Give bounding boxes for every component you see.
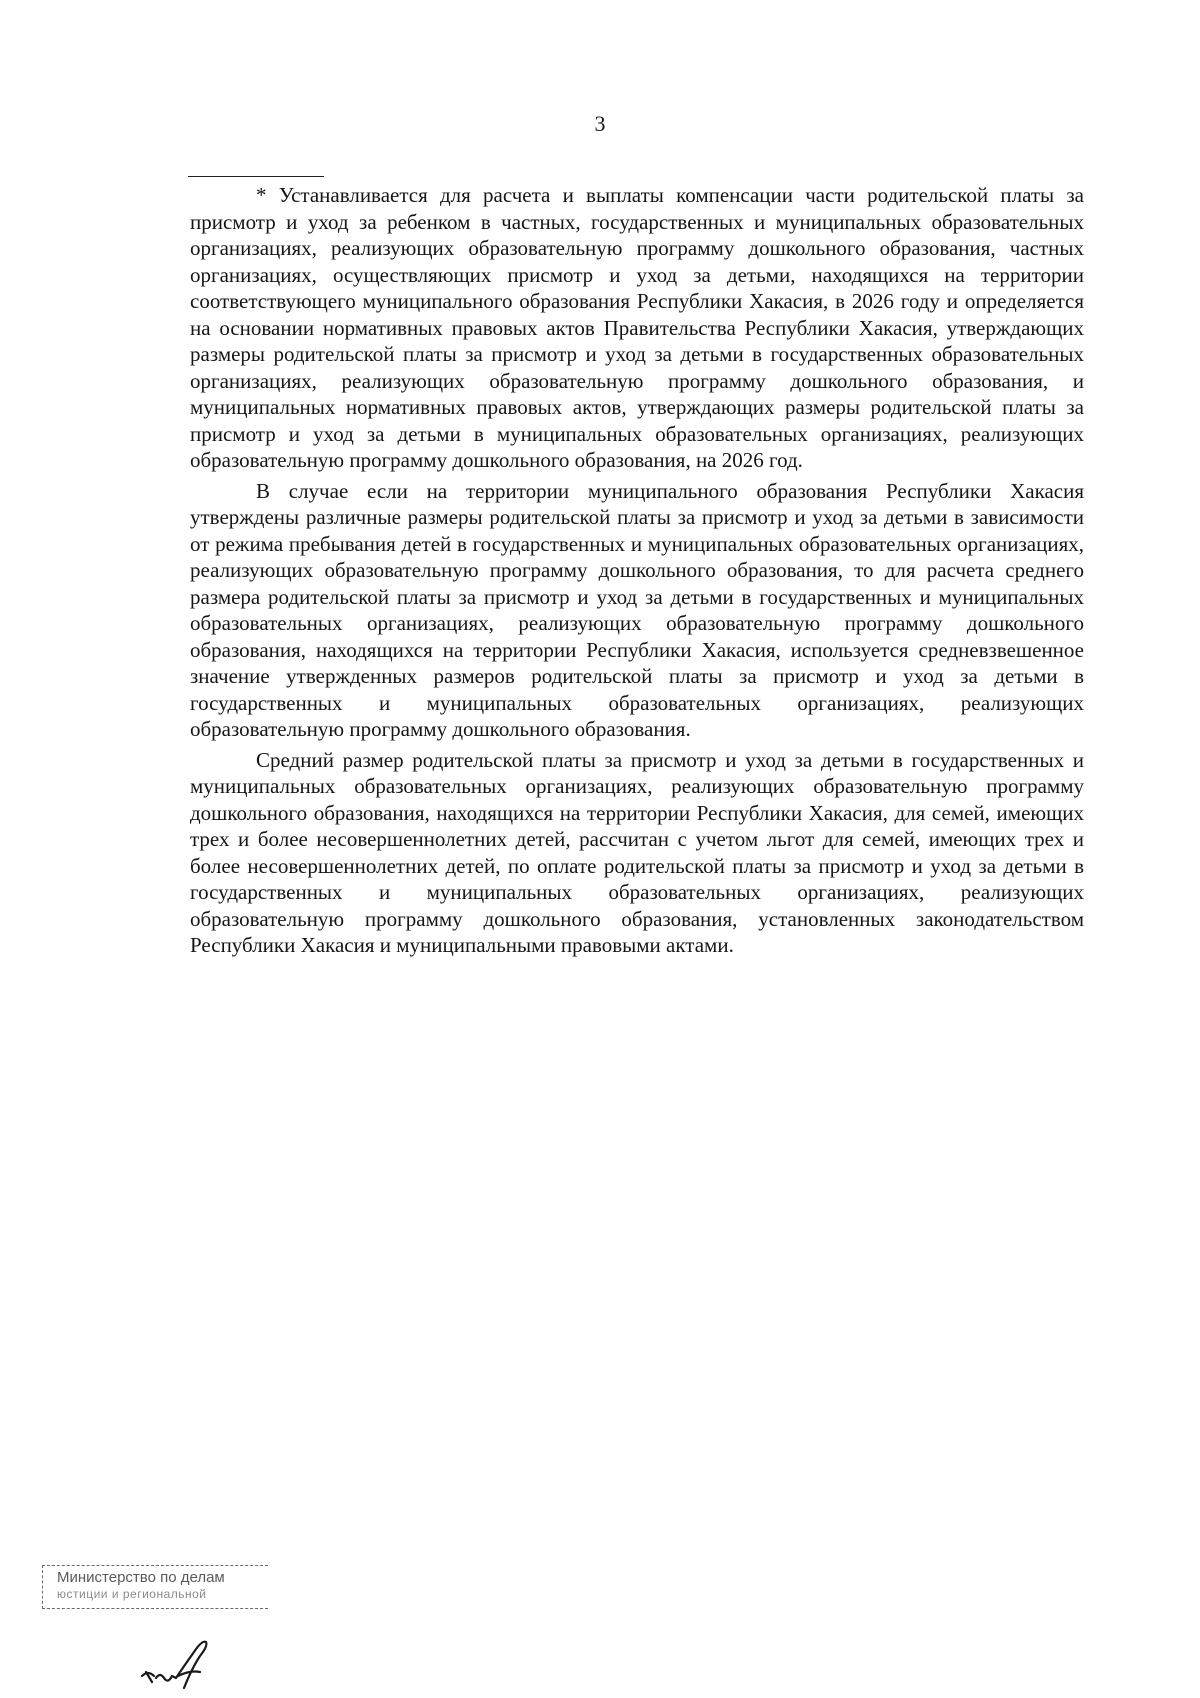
handwritten-signature [138,1632,248,1692]
page-number: 3 [594,111,606,136]
footnote-paragraph: * Устанавливается для расчета и выплаты компенсации части родительской платы за присмотр и уход за ребенком в частных, государственных и муниципальных образовательных организациях, реализующих образовательную программу дошкольного образования, частных организациях, осуществляющих присмотр и уход за детьми, находящихся на территории соответствующего муниципального образования Республики Хакасия, в 2026 году и определяется на основании нормативных правовых актов Правительства Республики Хакасия, утверждающих размеры родительской платы за присмотр и уход за детьми в государственных образовательных организациях, реализующих образовательную программу дошкольного образования, и муниципальных нормативных правовых актов, утверждающих размеры родительской платы за присмотр и уход за детьми в муниципальных образовательных организациях, реализующих образовательную программу дошкольного образования, на 2026 год. [190,183,1084,472]
stamp-line-2: юстиции и региональной [57,1587,207,1601]
document-body [190,182,1084,963]
large-families-paragraph: Средний размер родительской платы за присмотр и уход за детьми в государственных и муниципальных образовательных организациях, реализующих образовательную программу дошкольного образования, находящихся на территории Республики Хакасия, для семей, имеющих трех и более несовершеннолетних детей, рассчитан с учетом льгот для семей, имеющих трех и более несовершеннолетних детей, по оплате родительской платы за присмотр и уход за детьми в государственных и муниципальных образовательных организациях, реализующих образовательную программу дошкольного образования, установленных законодательством Республики Хакасия и муниципальными правовыми актами. [190,747,1084,957]
footnote-separator [188,176,324,177]
ministry-stamp [42,1565,268,1609]
weighted-average-paragraph: В случае если на территории муниципального образования Республики Хакасия утверждены различные размеры родительской платы за присмотр и уход за детьми в зависимости от режима пребывания детей в государственных и муниципальных образовательных организациях, реализующих образовательную программу дошкольного образования, то для расчета среднего размера родительской платы за присмотр и уход за детьми в государственных и муниципальных образовательных организациях, реализующих образовательную программу дошкольного образования, находящихся на территории Республики Хакасия, используется средневзвешенное значение утвержденных размеров родительской платы за присмотр и уход за детьми в государственных и муниципальных образовательных организациях, реализующих образовательную программу дошкольного образования. [190,478,1084,741]
stamp-line-1: Министерство по делам [57,1569,225,1586]
